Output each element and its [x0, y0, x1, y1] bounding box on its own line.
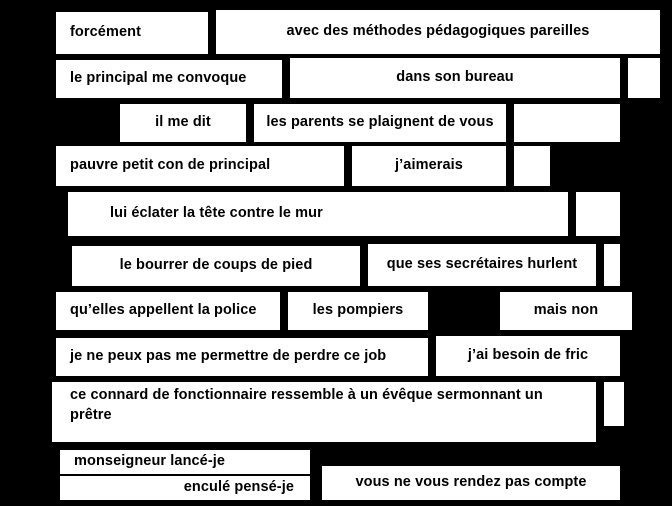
speech-balloon — [436, 336, 620, 376]
balloon-text: il me dit — [155, 114, 211, 131]
balloon-text: le bourrer de coups de pied — [119, 257, 313, 274]
speech-balloon — [368, 244, 596, 286]
speech-balloon — [56, 338, 428, 376]
balloon-text: les pompiers — [312, 302, 404, 319]
speech-balloon — [290, 58, 620, 98]
balloon-text: que ses secrétaires hurlent — [386, 256, 578, 273]
balloon-text: qu’elles appellent la police — [70, 302, 257, 319]
balloon-text: lui éclater la tête contre le mur — [110, 205, 323, 222]
speech-balloon — [56, 12, 208, 54]
balloon-filler — [604, 244, 620, 286]
balloon-text: vous ne vous rendez pas compte — [355, 474, 587, 491]
speech-balloon — [56, 146, 344, 186]
speech-balloon — [500, 292, 632, 330]
balloon-text: ce connard de fonctionnaire ressemble à un évêque sermonnant un prêtre — [70, 387, 547, 423]
balloon-text: forcément — [70, 24, 141, 41]
speech-balloon — [288, 292, 428, 330]
speech-balloon — [68, 192, 568, 236]
speech-balloon — [56, 292, 280, 330]
speech-balloon — [322, 466, 620, 500]
balloon-text: monseigneur lancé-je — [74, 453, 226, 470]
speech-balloon — [352, 146, 506, 186]
speech-balloon — [60, 476, 310, 500]
balloon-filler — [604, 382, 624, 426]
balloon-text: les parents se plaignent de vous — [266, 114, 494, 131]
balloon-filler — [628, 58, 660, 98]
balloon-text: dans son bureau — [396, 69, 514, 86]
balloon-text: enculé pensé-je — [183, 479, 294, 496]
balloon-text: j’aimerais — [395, 157, 463, 174]
speech-balloon — [120, 104, 246, 142]
balloon-text: le principal me convoque — [70, 70, 247, 87]
speech-balloon — [56, 60, 282, 98]
balloon-text: je ne peux pas me permettre de perdre ce job — [70, 348, 387, 365]
balloon-text: avec des méthodes pédagogiques pareilles — [286, 23, 590, 40]
balloon-text: j’ai besoin de fric — [467, 347, 589, 364]
speech-balloon — [254, 104, 506, 142]
balloon-filler — [514, 146, 550, 186]
speech-balloon — [216, 10, 660, 54]
speech-balloon — [52, 382, 596, 442]
balloon-text: mais non — [533, 302, 599, 319]
speech-balloon — [60, 450, 310, 474]
speech-balloon — [72, 246, 360, 286]
balloon-text: pauvre petit con de principal — [70, 157, 271, 174]
balloon-filler — [576, 192, 620, 236]
balloon-filler — [514, 104, 620, 142]
